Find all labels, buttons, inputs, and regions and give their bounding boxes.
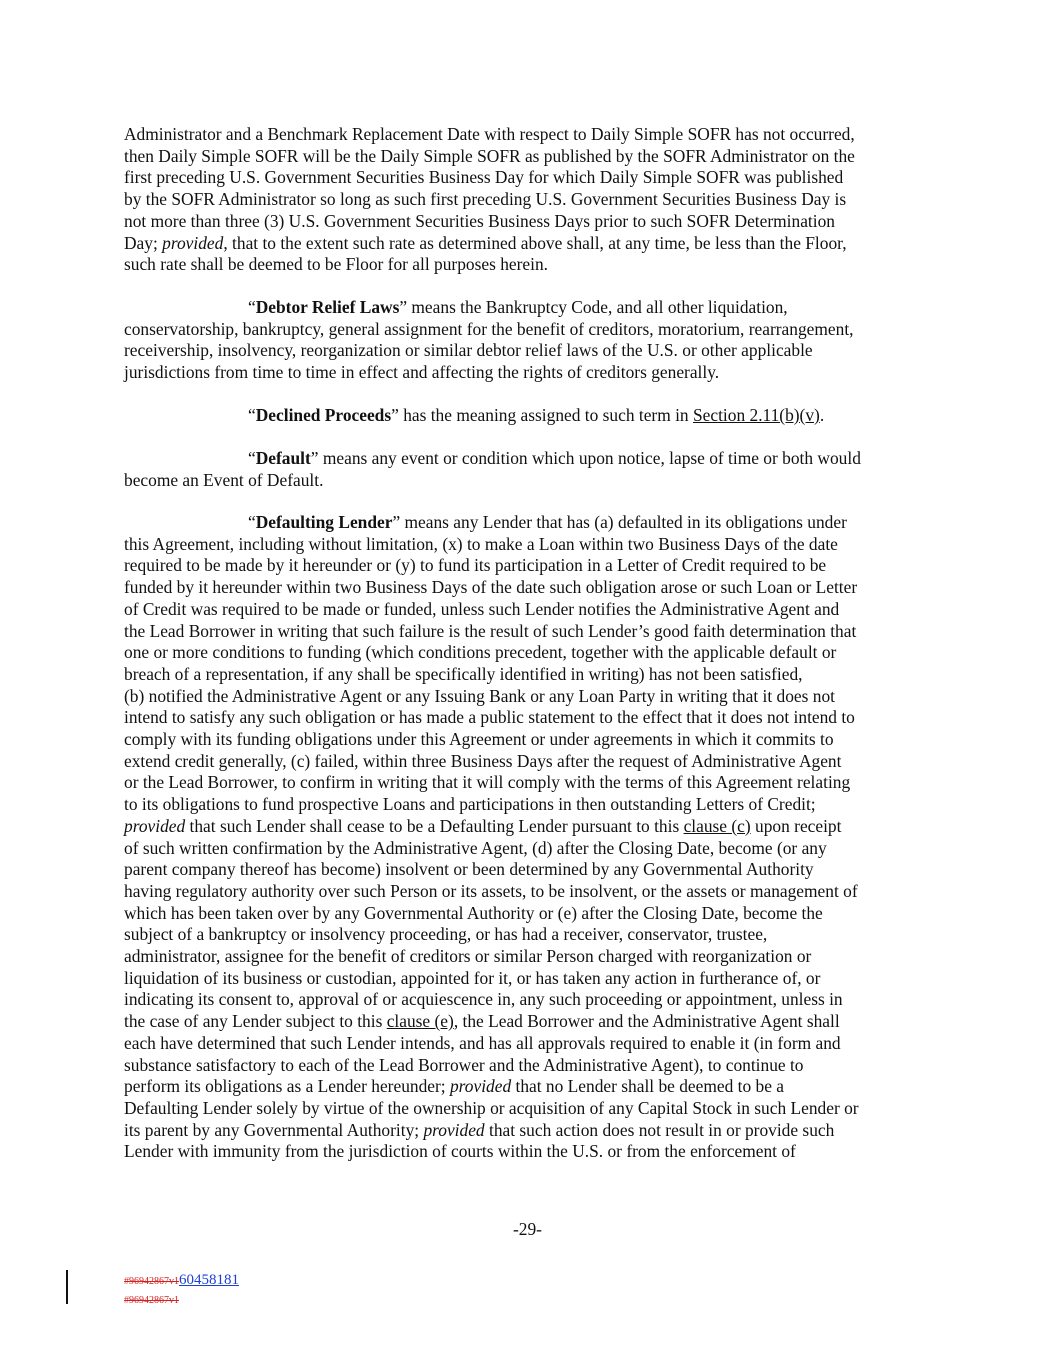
deleted-doc-id: #96942867v1 — [124, 1295, 179, 1306]
text-line: such rate shall be deemed to be Floor for all purposes herein. — [124, 254, 549, 275]
text-line: by the SOFR Administrator so long as such first preceding U.S. Government Securities Business Day is — [124, 189, 847, 210]
text-line — [124, 233, 934, 255]
text-line — [124, 1120, 934, 1142]
text-fragment: perform its obligations as a Lender hereunder; — [124, 1076, 450, 1097]
text-fragment: , the Lead Borrower and the Administrative Agent shall — [453, 1011, 840, 1032]
definition-defaulting-lender — [124, 512, 934, 1163]
text-line: each have determined that such Lender intends, and has all approvals required to enable it (in form and — [124, 1032, 841, 1053]
text-line: substance satisfactory to each of the Lead Borrower and the Administrative Agent), to continue to — [124, 1054, 804, 1075]
definition-default — [124, 448, 934, 491]
italic-provided: provided — [162, 232, 224, 253]
italic-provided: provided — [423, 1119, 485, 1140]
text-line: of Credit was required to be made or funded, unless such Lender notifies the Administrative Agent and — [124, 598, 840, 619]
text-line: required to be made by it hereunder or (y) to fund its participation in a Letter of Credit required to be — [124, 555, 827, 576]
defined-term: Declined Proceeds — [255, 405, 392, 425]
text-line: to its obligations to fund prospective Loans and participations in then outstanding Letters of Credit; — [124, 794, 816, 815]
open-quote: “ — [248, 297, 256, 317]
text-fragment: that such Lender shall cease to be a Defaulting Lender pursuant to this — [185, 815, 684, 836]
text-line: indicating its consent to, approval of or acquiescence in, any such proceeding or appointment, unless in — [124, 989, 843, 1010]
text-line: of such written confirmation by the Administrative Agent, (d) after the Closing Date, become (or any — [124, 837, 827, 858]
italic-provided: provided — [124, 815, 186, 836]
text-line: parent company thereof has become) insolvent or been determined by any Governmental Authority — [124, 859, 814, 880]
doc-id-row — [124, 1290, 239, 1308]
text-line: first preceding U.S. Government Securities Business Day for which Daily Simple SOFR was published — [124, 167, 844, 188]
text-line: this Agreement, including without limitation, (x) to make a Loan within two Business Days of the date — [124, 533, 838, 554]
text-line — [124, 1076, 934, 1098]
text-line — [124, 512, 934, 534]
text-line — [124, 297, 934, 319]
open-quote: “ — [248, 512, 256, 532]
text-line: Defaulting Lender solely by virtue of the ownership or acquisition of any Capital Stock in such Lender or — [124, 1097, 859, 1118]
section-reference-link[interactable]: Section 2.11(b)(v) — [692, 405, 820, 425]
text-fragment: Day; — [124, 232, 163, 253]
text-fragment: that such action does not result in or provide such — [484, 1119, 835, 1140]
italic-provided: provided — [449, 1076, 512, 1097]
defined-term: Default — [255, 448, 311, 468]
defined-term: Debtor Relief Laws — [255, 297, 400, 317]
revision-change-bar — [66, 1270, 68, 1304]
text-fragment: ” means any Lender that has (a) defaulted in its obligations under — [392, 512, 847, 532]
text-line: which has been taken over by any Governmental Authority or (e) after the Closing Date, become the — [124, 902, 823, 923]
text-fragment: its parent by any Governmental Authority; — [124, 1119, 424, 1140]
text-line: extend credit generally, (c) failed, within three Business Days after the request of Administrative Agent — [124, 750, 842, 771]
text-line: (b) notified the Administrative Agent or any Issuing Bank or any Loan Party in writing that it does not — [124, 685, 835, 706]
text-line: jurisdictions from time to time in effect and affecting the rights of creditors generally. — [124, 362, 720, 383]
text-line: Lender with immunity from the jurisdiction of courts within the U.S. or from the enforcement of — [124, 1141, 796, 1162]
text-fragment: , that to the extent such rate as determined above shall, at any time, be less than the Floor, — [223, 232, 847, 253]
text-line: then Daily Simple SOFR will be the Daily Simple SOFR as published by the SOFR Administrator on the — [124, 145, 855, 166]
text-line: not more than three (3) U.S. Government Securities Business Days prior to such SOFR Determination — [124, 210, 835, 231]
text-fragment: ” has the meaning assigned to such term in — [391, 405, 693, 425]
clause-reference-link[interactable]: clause (e) — [386, 1011, 454, 1032]
inserted-doc-id: 60458181 — [179, 1272, 239, 1288]
text-fragment: the case of any Lender subject to this — [124, 1011, 387, 1032]
text-line: receivership, insolvency, reorganization or similar debtor relief laws of the U.S. or other applicable — [124, 340, 813, 361]
text-line — [124, 405, 934, 427]
clause-reference-link[interactable]: clause (c) — [683, 815, 751, 836]
text-line: Administrator and a Benchmark Replacement Date with respect to Daily Simple SOFR has not occurred, — [124, 124, 855, 144]
text-line: administrator, assignee for the benefit of creditors or similar Person charged with reorganization or — [124, 946, 812, 967]
document-id-stamp — [124, 1271, 239, 1308]
text-fragment: that no Lender shall be deemed to be a — [511, 1076, 784, 1097]
text-line — [124, 448, 934, 470]
text-fragment: upon receipt — [750, 815, 842, 836]
text-line: subject of a bankruptcy or insolvency proceeding, or has had a receiver, conservator, trustee, — [124, 924, 768, 945]
definition-debtor-relief-laws — [124, 297, 934, 384]
paragraph-daily-simple-sofr-continuation — [124, 124, 934, 276]
text-fragment: ” means any event or condition which upon notice, lapse of time or both would — [310, 448, 861, 468]
text-line — [124, 816, 934, 838]
open-quote: “ — [248, 405, 256, 425]
text-line: become an Event of Default. — [124, 469, 324, 490]
text-fragment: ” means the Bankruptcy Code, and all other liquidation, — [399, 297, 788, 317]
text-line: funded by it hereunder within two Business Days of the date such obligation arose or such Loan or Letter — [124, 577, 858, 598]
text-line: conservatorship, bankruptcy, general assignment for the benefit of creditors, moratorium, rearrangement, — [124, 318, 854, 339]
text-line: liquidation of its business or custodian, appointed for it, or has taken any action in furtherance of, or — [124, 967, 821, 988]
text-fragment: . — [819, 405, 825, 425]
definition-declined-proceeds — [124, 405, 934, 427]
text-line: breach of a representation, if any shall be specifically identified in writing) has not been satisfied, — [124, 663, 803, 684]
text-line: intend to satisfy any such obligation or has made a public statement to the effect that it does not intend to — [124, 707, 855, 728]
text-line: the Lead Borrower in writing that such failure is the result of such Lender’s good faith determination that — [124, 620, 857, 641]
text-line: comply with its funding obligations under this Agreement or under agreements in which it commits to — [124, 729, 834, 750]
page-number: -29- — [513, 1219, 542, 1239]
deleted-doc-id: #96942867v1 — [124, 1276, 179, 1287]
text-line: having regulatory authority over such Person or its assets, to be insolvent, or the assets or management of — [124, 880, 858, 901]
text-line: or the Lead Borrower, to confirm in writing that it will comply with the terms of this Agreement relating — [124, 772, 851, 793]
text-line — [124, 1011, 934, 1033]
text-line: one or more conditions to funding (which conditions precedent, together with the applicable default or — [124, 642, 837, 663]
defined-term: Defaulting Lender — [255, 512, 393, 532]
open-quote: “ — [248, 448, 256, 468]
